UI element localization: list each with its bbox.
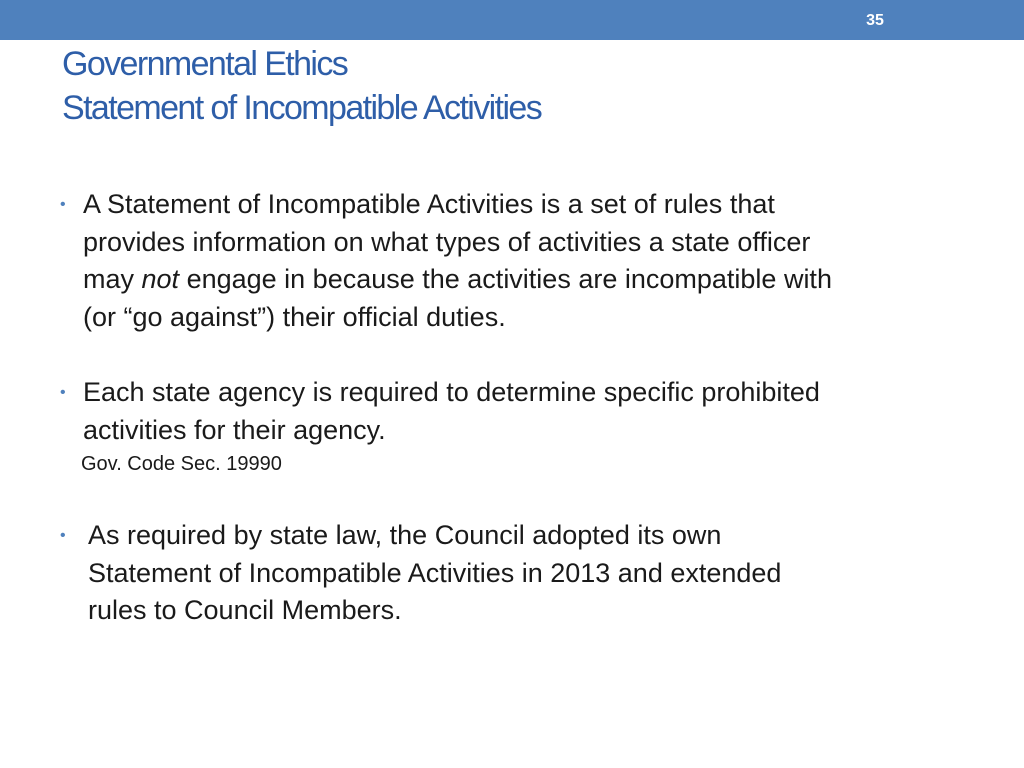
slide-title	[62, 42, 962, 130]
slide-number: 35	[866, 12, 884, 29]
bullet-point-icon: •	[60, 384, 66, 401]
bullet-1-line-3	[83, 261, 983, 299]
bullet-1-line-3-pre: may	[83, 264, 142, 294]
bullet-2-line-2: activities for their agency.	[83, 414, 386, 445]
bullet-1-line-3-post: engage in because the activities are incompatible with	[179, 264, 832, 294]
bullet-1-line-1: A Statement of Incompatible Activities is a set of rules that	[83, 189, 775, 219]
bullet-item-2	[60, 374, 983, 449]
bullet-1-line-4: (or “go against”) their official duties.	[83, 301, 506, 332]
bullet-3-line-1: As required by state law, the Council adopted its own	[88, 520, 722, 550]
bullet-3-line-2: Statement of Incompatible Activities in 2013 and extended	[88, 557, 782, 588]
title-line-1: Governmental Ethics	[62, 45, 348, 83]
bullet-point-icon: •	[60, 527, 66, 544]
bullet-item-3	[60, 517, 988, 630]
emphasis-not: not	[141, 264, 180, 294]
bullet-2-line-1: Each state agency is required to determine specific prohibited	[83, 377, 820, 407]
bullet-item-1	[60, 186, 983, 336]
bullet-3-line-3: rules to Council Members.	[88, 595, 402, 625]
bullet-1-line-2: provides information on what types of activities a state officer	[83, 226, 811, 257]
bullet-point-icon: •	[60, 196, 66, 213]
title-line-2: Statement of Incompatible Activities	[62, 89, 542, 127]
citation-gov-code: Gov. Code Sec. 19990	[81, 453, 282, 475]
